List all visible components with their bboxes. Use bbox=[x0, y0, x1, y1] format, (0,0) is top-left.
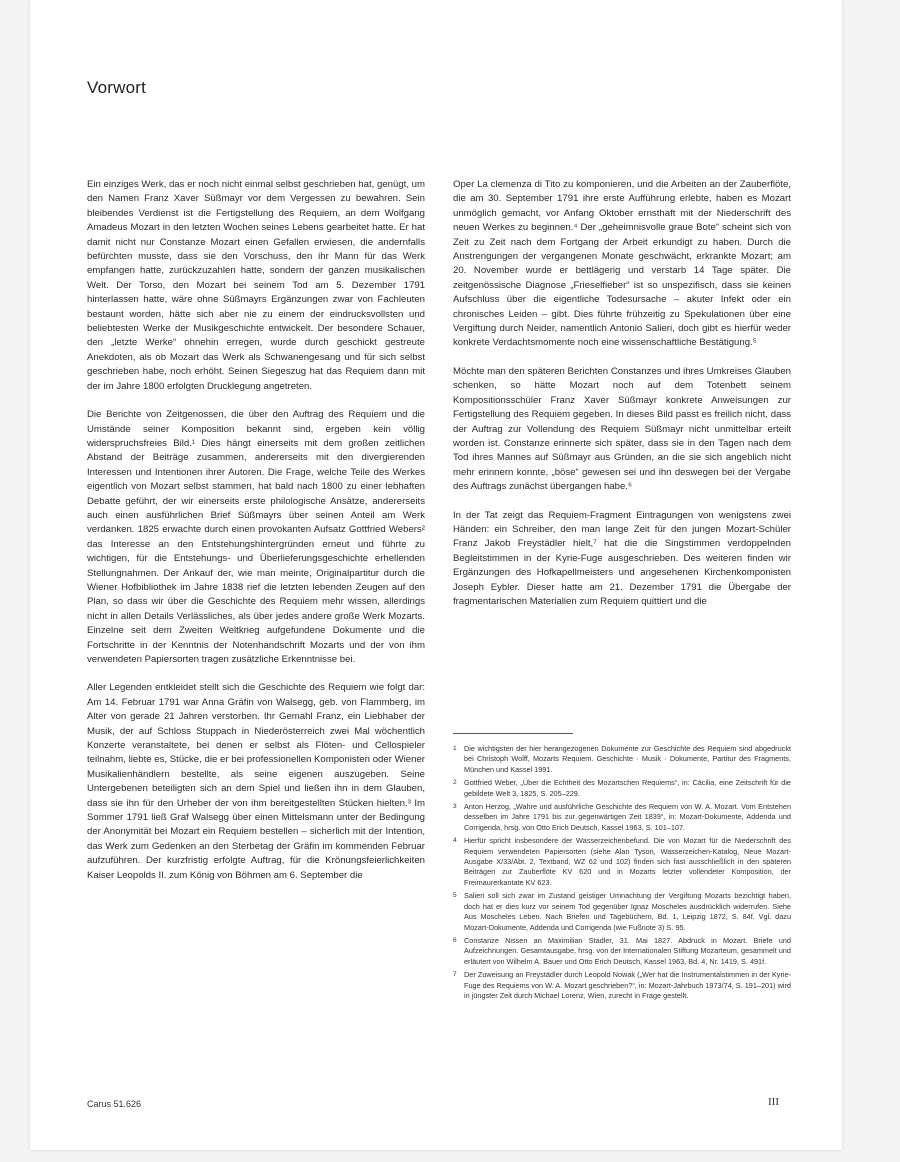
paragraph: Möchte man den späteren Berichten Constanzes und ihres Umkreises Glauben schenken, so hätte Mozart noch auf dem Totenbett seinem Kompositionsschüler Franz Xaver Süßmayr konkrete Anweisungen zur Fertigstellung des Requiem gegeben. In dieses Bild passt es freilich nicht, dass der Auftrag zur Vollendung des Requiem Süßmayr nicht unmittelbar erteilt worden ist. Constanze erinnerte sich später, dass sie in den Tagen nach dem Tod ihres Mannes auf Süßmayr aus Gründen, an die sie sich angeblich nicht mehr erinnern konnte, „böse“ gewesen sei und ihn deswegen bei der Vergabe des Auftrags zunächst übergangen habe.⁶ bbox=[453, 365, 791, 493]
footnote bbox=[453, 744, 791, 775]
footnote bbox=[453, 936, 791, 967]
footnote-number: 6 bbox=[453, 936, 457, 944]
page-title: Vorwort bbox=[87, 78, 147, 97]
page-number: III bbox=[768, 1096, 779, 1108]
paragraph: Oper La clemenza di Tito zu komponieren, und die Arbeiten an der Zauberflöte, die am 30. September 1791 ihre erste Aufführung erlebte, haben es Mozart unmöglich gemacht, vor Anfang Oktober ernsthaft mit der Niederschrift des neuen Werkes zu beginnen.⁴ Der „geheimnisvolle graue Bote“ scheint sich von Zeit zu Zeit nach dem Fortgang der Arbeit erkundigt zu haben. Durch die Anstrengungen der vergangenen Monate geschwächt, erkrankte Mozart; am 20. November wurde er bettlägerig und verstarb 14 Tage später. Die zeitgenössische Diagnose „Frieselfieber“ ist so unspezifisch, dass sie keinen Aufschluss über die eigentliche Todesursache – akuter Infekt oder ein chronisches Leiden – gibt. Dies führte frühzeitig zu Spekulationen über eine Vergiftung durch Neider, namentlich Antonio Salieri, doch gibt es hierfür weder konkrete Verdachtsmomente noch eine wissenschaftliche Bestätigung.⁵ bbox=[453, 179, 791, 349]
footnote-text: Salieri soll sich zwar im Zustand geistiger Umnachtung der Vergiftung Mozarts bezichtigt haben, doch hat er dies kurz vor seinem Tod gegenüber Ignaz Moscheles ausdrücklich widerrufen. Siehe Aus Moscheles Leben. Nach Briefen und Tagebüchern, Bd. 1, Leipzig 1872, S. 84f. Vgl. dazu Mozart-Dokumente, Addenda und Corrigenda (wie Fußnote 3) S. 95. bbox=[464, 891, 791, 932]
footnote bbox=[453, 891, 791, 933]
footnote-number: 1 bbox=[453, 745, 457, 752]
footnote-divider bbox=[453, 733, 573, 734]
paragraph: Ein einziges Werk, das er noch nicht einmal selbst geschrieben hat, genügt, um den Namen Franz Xaver Süßmayr vor dem Vergessen zu bewahren. Sein bleibendes Verdienst ist die Fertigstellung des Requiem, an dem Wolfgang Amadeus Mozart in den letzten Wochen seines Lebens gearbeitet hatte. Er hat damit nicht nur Constanze Mozart einen Gefallen erwiesen, die andernfalls befürchten musste, dass sie den Vorschuss, den ihr Mann für das Werk empfangen hatte, zurückzuzahlen hatte, sondern der ganzen musikalischen Welt. Der Torso, den Mozart bei seinem Tod am 5. Dezember 1791 hinterlassen hatte, wäre ohne Süßmayrs Ergänzungen zwar von Fachleuten bestaunt worden, hätte sich aber nie zu einem der eindrucksvollsten und beliebtesten Werke der Musikgeschichte entwickelt. Der besondere Schauer, den „letzte Werke“ ohnehin erregen, wurde durch geschickt gestreute Anekdoten, als ob Mozart das Werk als Schwanengesang und für sich selbst geschrieben habe, noch erhöht. Seinen Siegeszug hat das Requiem dann mit der im Jahre 1800 erfolgten Drucklegung angetreten. bbox=[87, 179, 425, 392]
footnote-number: 3 bbox=[453, 803, 457, 811]
footnote-text: Hierfür spricht insbesondere der Wasserzeichenbefund. Die von Mozart für die Niederschrift des Requiem verwendeten Papiersorten (siehe Alan Tyson, Wasserzeichen-Katalog, Neue Mozart-Ausgabe X/33/Abt. 2, Textband, WZ 62 und 102) finden sich fast ausschließlich in den späteren Beiträgen zur Zauberflöte KV 620 und in Mozarts letzter vollendeter Komposition, der Freimaurerkantate KV 623. bbox=[464, 836, 791, 887]
paragraph: Die Berichte von Zeitgenossen, die über den Auftrag des Requiem und die Umstände seiner Komposition bekannt sind, ergeben kein völlig widerspruchsfreies Bild.¹ Dies hängt einerseits mit dem großen zeitlichen Abstand der Beiträge zusammen, andererseits mit den divergierenden Interessen und Intentionen ihrer Autoren. Die Frage, welche Teile des Werkes eigentlich von Mozart selbst stammen, hat bald nach 1800 zu einer lebhaften Debatte geführt, der wir einerseits erste philologische Ansätze, andererseits auch einen ausführlichen Brief Süßmayrs über seinen Anteil am Werk verdanken. 1825 erwachte durch einen provokanten Aufsatz Gottfried Webers² das Interesse an den Entstehungshintergründen erneut und führte zu wichtigen, für die Entstehungs- und Überlieferungsgeschichte erhellenden Stellungnahmen. Der Ankauf der, wie man meinte, Originalpartitur durch die Wiener Hofbibliothek im Jahre 1838 rief die letzten lebenden Zeugen auf den Plan, so dass wir über die Geschichte des Requiem mehr wissen, allerdings nicht in allen Details Verlässliches, als über jedes andere große Werk Mozarts. Einzelne seit dem Zweiten Weltkrieg aufgefundene Dokumente und die Fortschritte in der Kenntnis der Notenhandschrift Mozarts und der von ihm verwendeten Papiersorten tragen zusätzliche Erkenntnisse bei. bbox=[87, 409, 425, 665]
footnote bbox=[453, 778, 791, 799]
footnote bbox=[453, 970, 791, 1001]
footnote-text: Die wichtigsten der hier herangezogenen Dokumente zur Geschichte des Requiem sind abgedruckt bei Christoph Wolff, Mozarts Requiem. Geschichte · Musik · Dokumente, Partitur des Fragments, München und Kassel 1991. bbox=[464, 744, 791, 774]
footnote-number: 5 bbox=[453, 892, 457, 900]
footnote bbox=[453, 836, 791, 888]
publisher-number: Carus 51.626 bbox=[87, 1099, 142, 1109]
footnote-text: Anton Herzog, „Wahre und ausführliche Geschichte des Requiem von W. A. Mozart. Vom Entstehen desselben im Jahre 1791 bis zur gegenwärtigen Zeit 1839“, in: Mozart-Dokumente, Addenda und Corrigenda, hrsg. von Otto Erich Deutsch, Kassel 1963, S. 101–107. bbox=[464, 802, 791, 832]
footnotes bbox=[453, 733, 791, 1004]
footnote bbox=[453, 802, 791, 833]
left-column bbox=[87, 178, 425, 897]
footnote-text: Constanze Nissen an Maximilian Stadler, 31. Mai 1827. Abdruck in Mozart. Briefe und Aufzeichnungen. Gesamtausgabe, hrsg. von der Internationalen Stiftung Mozarteum, gesammelt und erläutert von Wilhelm A. Bauer und Otto Erich Deutsch, Kassel 1963, Bd. 4, Nr. 1419, S. 491f. bbox=[464, 935, 791, 966]
footnote-text: Der Zuweisung an Freystädler durch Leopold Nowak („Wer hat die Instrumentalstimmen in der Kyrie-Fuge des Requiems von W. A. Mozart geschrieben?“, in: Mozart-Jahrbuch 1973/74, S. 191–201) wird in jüngster Zeit durch Michael Lorenz, Wien, zurecht in Frage gestellt. bbox=[464, 970, 791, 1000]
footnote-text: Gottfried Weber, „Über die Echtheit des Mozartschen Requiems“, in: Cäcilia, eine Zeitschrift für die gebildete Welt 3, 1825, S. 205–229. bbox=[464, 778, 791, 798]
footnote-number: 7 bbox=[453, 971, 457, 979]
footnote-number: 4 bbox=[453, 837, 457, 845]
paragraph: In der Tat zeigt das Requiem-Fragment Eintragungen von wenigstens zwei Händen: ein Schreiber, den man lange Zeit für den jungen Mozart-Schüler Franz Jakob Freystädler hielt,⁷ hat die die Singstimmen verdoppelnden Begleitstimmen in der Kyrie-Fuge ausgeschrieben. Des weiteren finden wir Ergänzungen des Hofkapellmeisters und angesehenen Kirchenkomponisten Joseph Eybler. Dieser hatte am 21. Dezember 1791 die Übergabe der fragmentarischen Materialien zum Requiem quittiert und die bbox=[453, 509, 791, 607]
footnote-number: 2 bbox=[453, 779, 457, 787]
paragraph: Aller Legenden entkleidet stellt sich die Geschichte des Requiem wie folgt dar: Am 14. Februar 1791 war Anna Gräfin von Walsegg, geb. von Flammberg, im Alter von gerade 21 Jahren verstorben. Ihr Gemahl Franz, ein Liebhaber der Musik, der auf Schloss Stuppach in Niederösterreich zwei Mal wöchentlich Konzerte veranstaltete, bei denen er selbst als Flöten- und Cellospieler teilnahm, liebte es, Stücke, die er bei professionellen Komponisten oder Wiener Musikalienhändlern bestellte, als seine eigenen auszugeben. Seine Untergebenen beteiligten sich an dem Spiel und ließen ihn in dem Glauben, dass sie ihn für den Urheber der von ihm bereitgestellten Stücken hielten.³ Im Sommer 1791 ließ Graf Walsegg über einen Mittelsmann unter der Bedingung der Anonymität bei Mozart ein Requiem bestellen – sicherlich mit der Intention, das Werk zum Gedenken an den Sterbetag der Gräfin im kommenden Februar aufzuführen. Der kurzfristig erfolgte Auftrag, für die Krönungsfeierlichkeiten Kaiser Leopolds II. zum König von Böhmen am 6. September die bbox=[87, 682, 425, 881]
right-column bbox=[453, 178, 791, 623]
document-page bbox=[30, 0, 842, 1150]
